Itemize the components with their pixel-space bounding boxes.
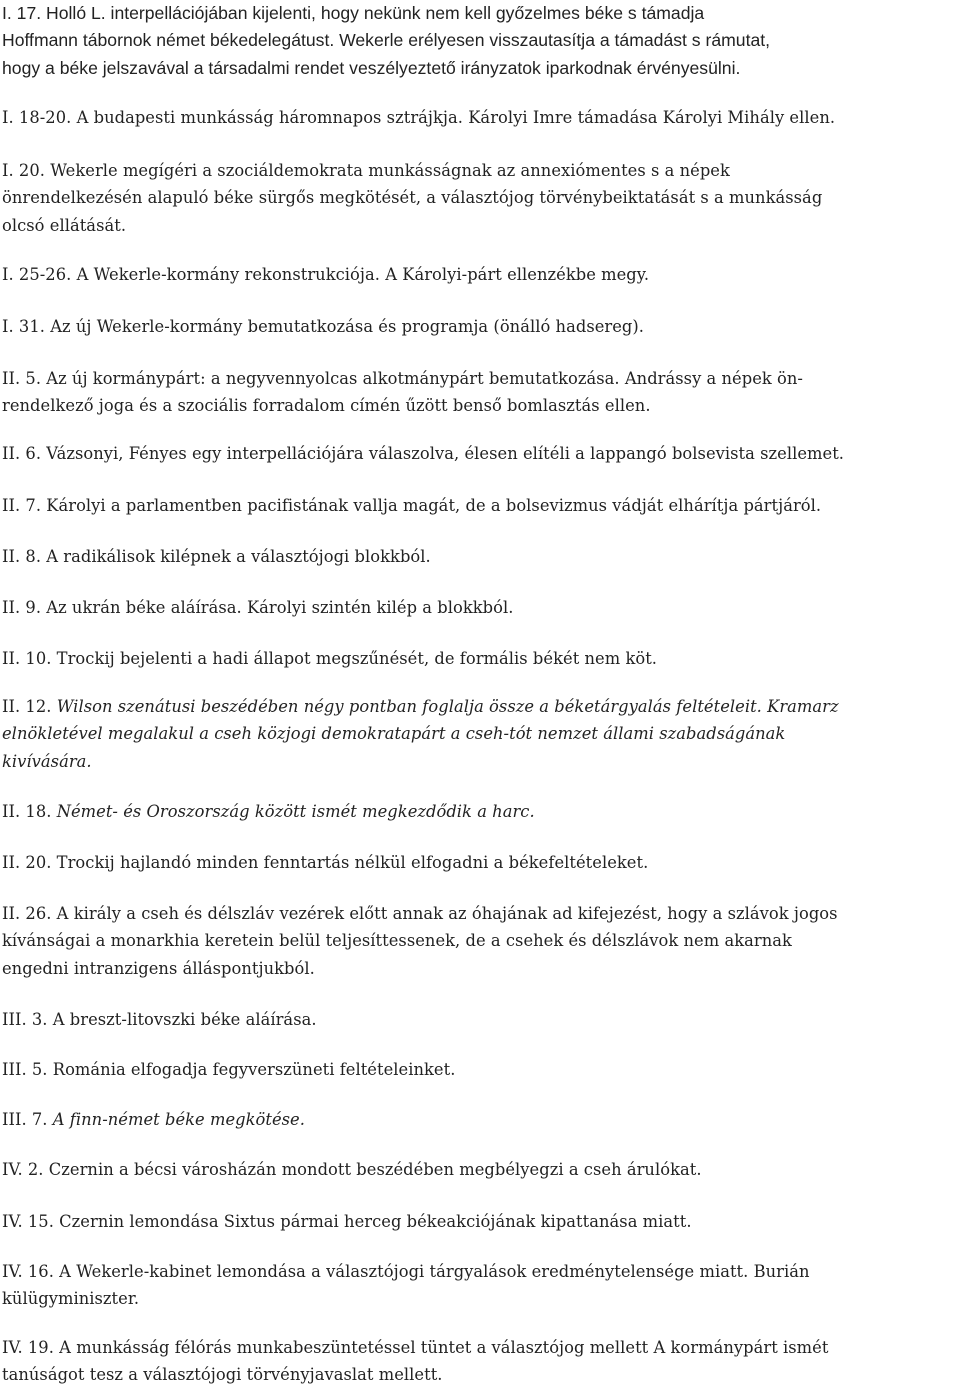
chronology-entry [2,1106,952,1133]
entry-text: II. 18. [2,802,57,821]
entry-text: I. 17. Holló L. interpellációjában kijelenti, hogy nekünk nem kell győzelmes béke s támadja Hoffmann tábornok német békedelegátust. Wekerle erélyesen visszautasítja a támadást s rámutat, hogy a béke jelszavával a társadalmi rendet veszélyeztető irányzatok iparkodnak érvényesülni. [2,3,771,78]
entry-text: III. 3. A breszt-litovszki béke aláírása. [2,1010,317,1029]
entry-text: I. 25-26. A Wekerle-kormány rekonstrukciója. A Károlyi-párt ellenzékbe megy. [2,265,650,284]
entry-text: II. 5. Az új kormánypárt: a negyvennyolcas alkotmánypárt bemutatkozása. Andrássy a népek ön- rendelkező joga és a szociális forradalom címén űzött benső bomlasztás ellen. [2,369,803,416]
chronology-entry [2,1006,952,1033]
chronology-entry [2,645,952,672]
entry-text: IV. 2. Czernin a bécsi városházán mondott beszédében megbélyegzi a cseh árulókat. [2,1160,702,1179]
chronology-entry [2,1334,952,1389]
entry-text: I. 20. Wekerle megígéri a szociáldemokrata munkásságnak az annexiómentes s a népek önrendelkezésén alapuló béke sürgős megkötését, a választójog törvénybeiktatását s a munkásság olcsó ellátását. [2,161,823,235]
entry-text: I. 18-20. A budapesti munkásság háromnapos sztrájkja. Károlyi Imre támadása Károlyi Mihály ellen. [2,108,836,127]
chronology-entry [2,261,952,288]
entry-text-italic: Német- és Oroszország között ismét megkezdődik a harc. [56,802,535,821]
chronology-entry [2,1156,952,1183]
chronology-entry [2,1258,952,1313]
chronology-entry [2,594,952,621]
entry-text: III. 7. [2,1110,53,1129]
chronology-entry [2,104,952,131]
entry-text: II. 20. Trockij hajlandó minden fenntartás nélkül elfogadni a békefeltételeket. [2,853,649,872]
chronology-entry [2,849,952,876]
chronology-entry [2,900,952,982]
entry-text: IV. 16. A Wekerle-kabinet lemondása a választójogi tárgyalások eredménytelensége miatt. Burián külügyminiszter. [2,1262,810,1309]
chronology-entry [2,157,952,239]
entry-text: IV. 15. Czernin lemondása Sixtus pármai herceg békeakciójának kipattanása miatt. [2,1212,692,1231]
chronology-entry [2,1056,952,1083]
chronology-entry [2,0,952,82]
chronology-entry [2,543,952,570]
entry-text: II. 10. Trockij bejelenti a hadi állapot megszűnését, de formális békét nem köt. [2,649,658,668]
chronology-entry [2,440,952,467]
entry-text: I. 31. Az új Wekerle-kormány bemutatkozása és programja (önálló hadsereg). [2,317,645,336]
entry-text: II. 8. A radikálisok kilépnek a választójogi blokkból. [2,547,431,566]
chronology-entry [2,313,952,340]
entry-text: II. 7. Károlyi a parlamentben pacifistának vallja magát, de a bolsevizmus vádját elhárítja pártjáról. [2,496,822,515]
chronology-entry [2,1208,952,1235]
chronology-entry [2,693,952,775]
entry-text: II. 6. Vázsonyi, Fényes egy interpellációjára válaszolva, élesen elítéli a lappangó bolsevista szellemet. [2,444,845,463]
chronology-entry [2,798,952,825]
entry-text: IV. 19. A munkásság félórás munkabeszüntetéssel tüntet a választójog mellett A kormánypárt ismét tanúságot tesz a választójogi törvényjavaslat mellett. [2,1338,829,1385]
entry-text: II. 26. A király a cseh és délszláv vezérek előtt annak az óhajának ad kifejezést, hogy a szlávok jogos kívánságai a monarkhia keretein belül teljesíttessenek, de a csehek és délszlávok nem akarnak engedni intranzigens álláspontjukból. [2,904,838,978]
entry-text: III. 5. Románia elfogadja fegyverszüneti feltételeinket. [2,1060,456,1079]
entry-text: II. 12. [2,697,57,716]
entry-text-italic: Wilson szenátusi beszédében négy pontban foglalja össze a béketárgyalás feltételeit. Kramarz elnökletével megalakul a cseh közjogi demokratapárt a cseh-tót nemzet állami szabadságának kivívására. [2,697,839,771]
chronology-entry [2,365,952,420]
entry-text: II. 9. Az ukrán béke aláírása. Károlyi szintén kilép a blokkból. [2,598,514,617]
chronology-entry [2,492,952,519]
entry-text-italic: A finn-német béke megkötése. [52,1110,305,1129]
